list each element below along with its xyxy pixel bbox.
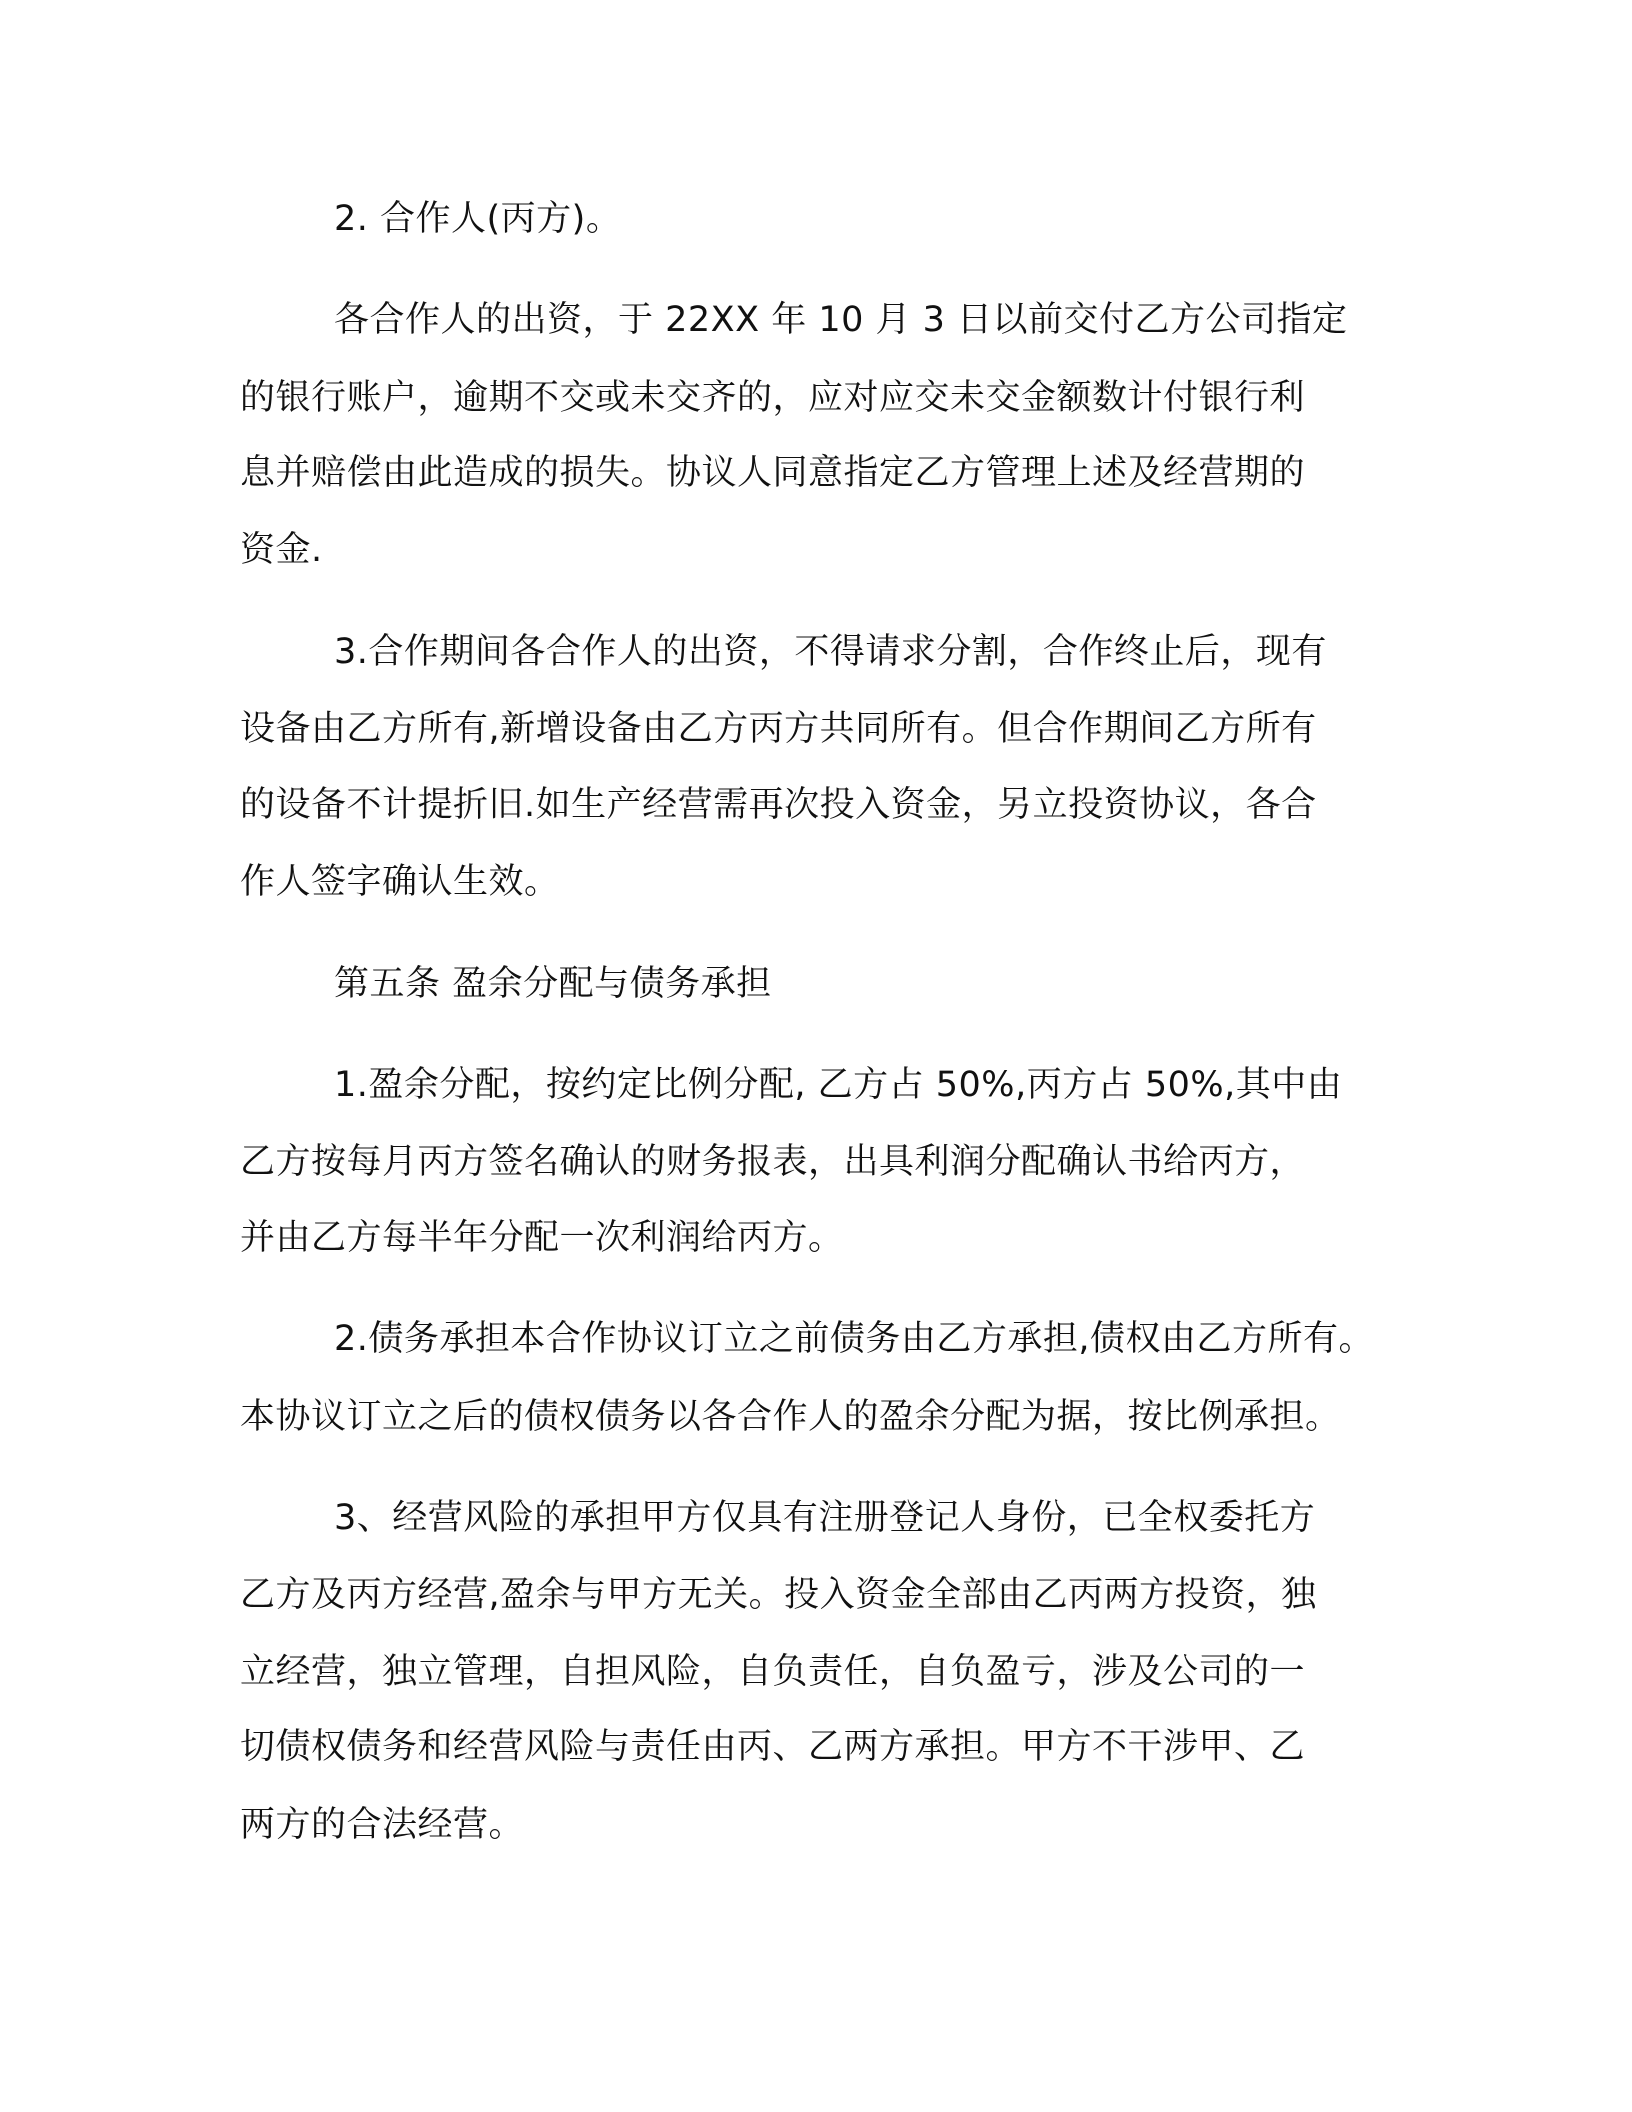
text-line: 本协议订立之后的债权债务以各合作人的盈余分配为据，按比例承担。: [240, 1397, 1341, 1437]
text-line: 设备由乙方所有,新增设备由乙方丙方共同所有。但合作期间乙方所有: [240, 709, 1317, 749]
text-line: 3.合作期间各合作人的出资，不得请求分割，合作终止后，现有: [334, 632, 1327, 672]
text-line: 3、经营风险的承担甲方仅具有注册登记人身份，已全权委托方: [334, 1498, 1316, 1538]
text-line: 的设备不计提折旧.如生产经营需再次投入资金，另立投资协议，各合: [240, 785, 1317, 825]
text-line: 立经营，独立管理，自担风险，自负责任，自负盈亏，涉及公司的一: [240, 1652, 1306, 1692]
text-line: 乙方按每月丙方签名确认的财务报表，出具利润分配确认书给丙方，: [240, 1142, 1306, 1182]
text-line: 作人签字确认生效。: [240, 862, 560, 902]
text-line: 1.盈余分配，按约定比例分配, 乙方占 50%,丙方占 50%,其中由: [334, 1065, 1343, 1105]
text-line: 的银行账户，逾期不交或未交齐的，应对应交未交金额数计付银行利: [240, 378, 1306, 418]
text-line: 切债权债务和经营风险与责任由丙、乙两方承担。甲方不干涉甲、乙: [240, 1727, 1306, 1767]
text-line: 资金.: [240, 530, 323, 570]
text-line: 息并赔偿由此造成的损失。协议人同意指定乙方管理上述及经营期的: [240, 453, 1306, 493]
text-line: 乙方及丙方经营,盈余与甲方无关。投入资金全部由乙丙两方投资，独: [240, 1575, 1317, 1615]
text-line: 各合作人的出资，于 22XX 年 10 月 3 日以前交付乙方公司指定: [334, 300, 1348, 340]
text-line: 两方的合法经营。: [240, 1805, 525, 1845]
text-line: 并由乙方每半年分配一次利润给丙方。: [240, 1218, 844, 1258]
text-line: 2.债务承担本合作协议订立之前债务由乙方承担,债权由乙方所有。: [334, 1319, 1375, 1359]
section-heading: 第五条 盈余分配与债务承担: [334, 964, 772, 1004]
text-line: 2. 合作人(丙方)。: [334, 199, 622, 239]
